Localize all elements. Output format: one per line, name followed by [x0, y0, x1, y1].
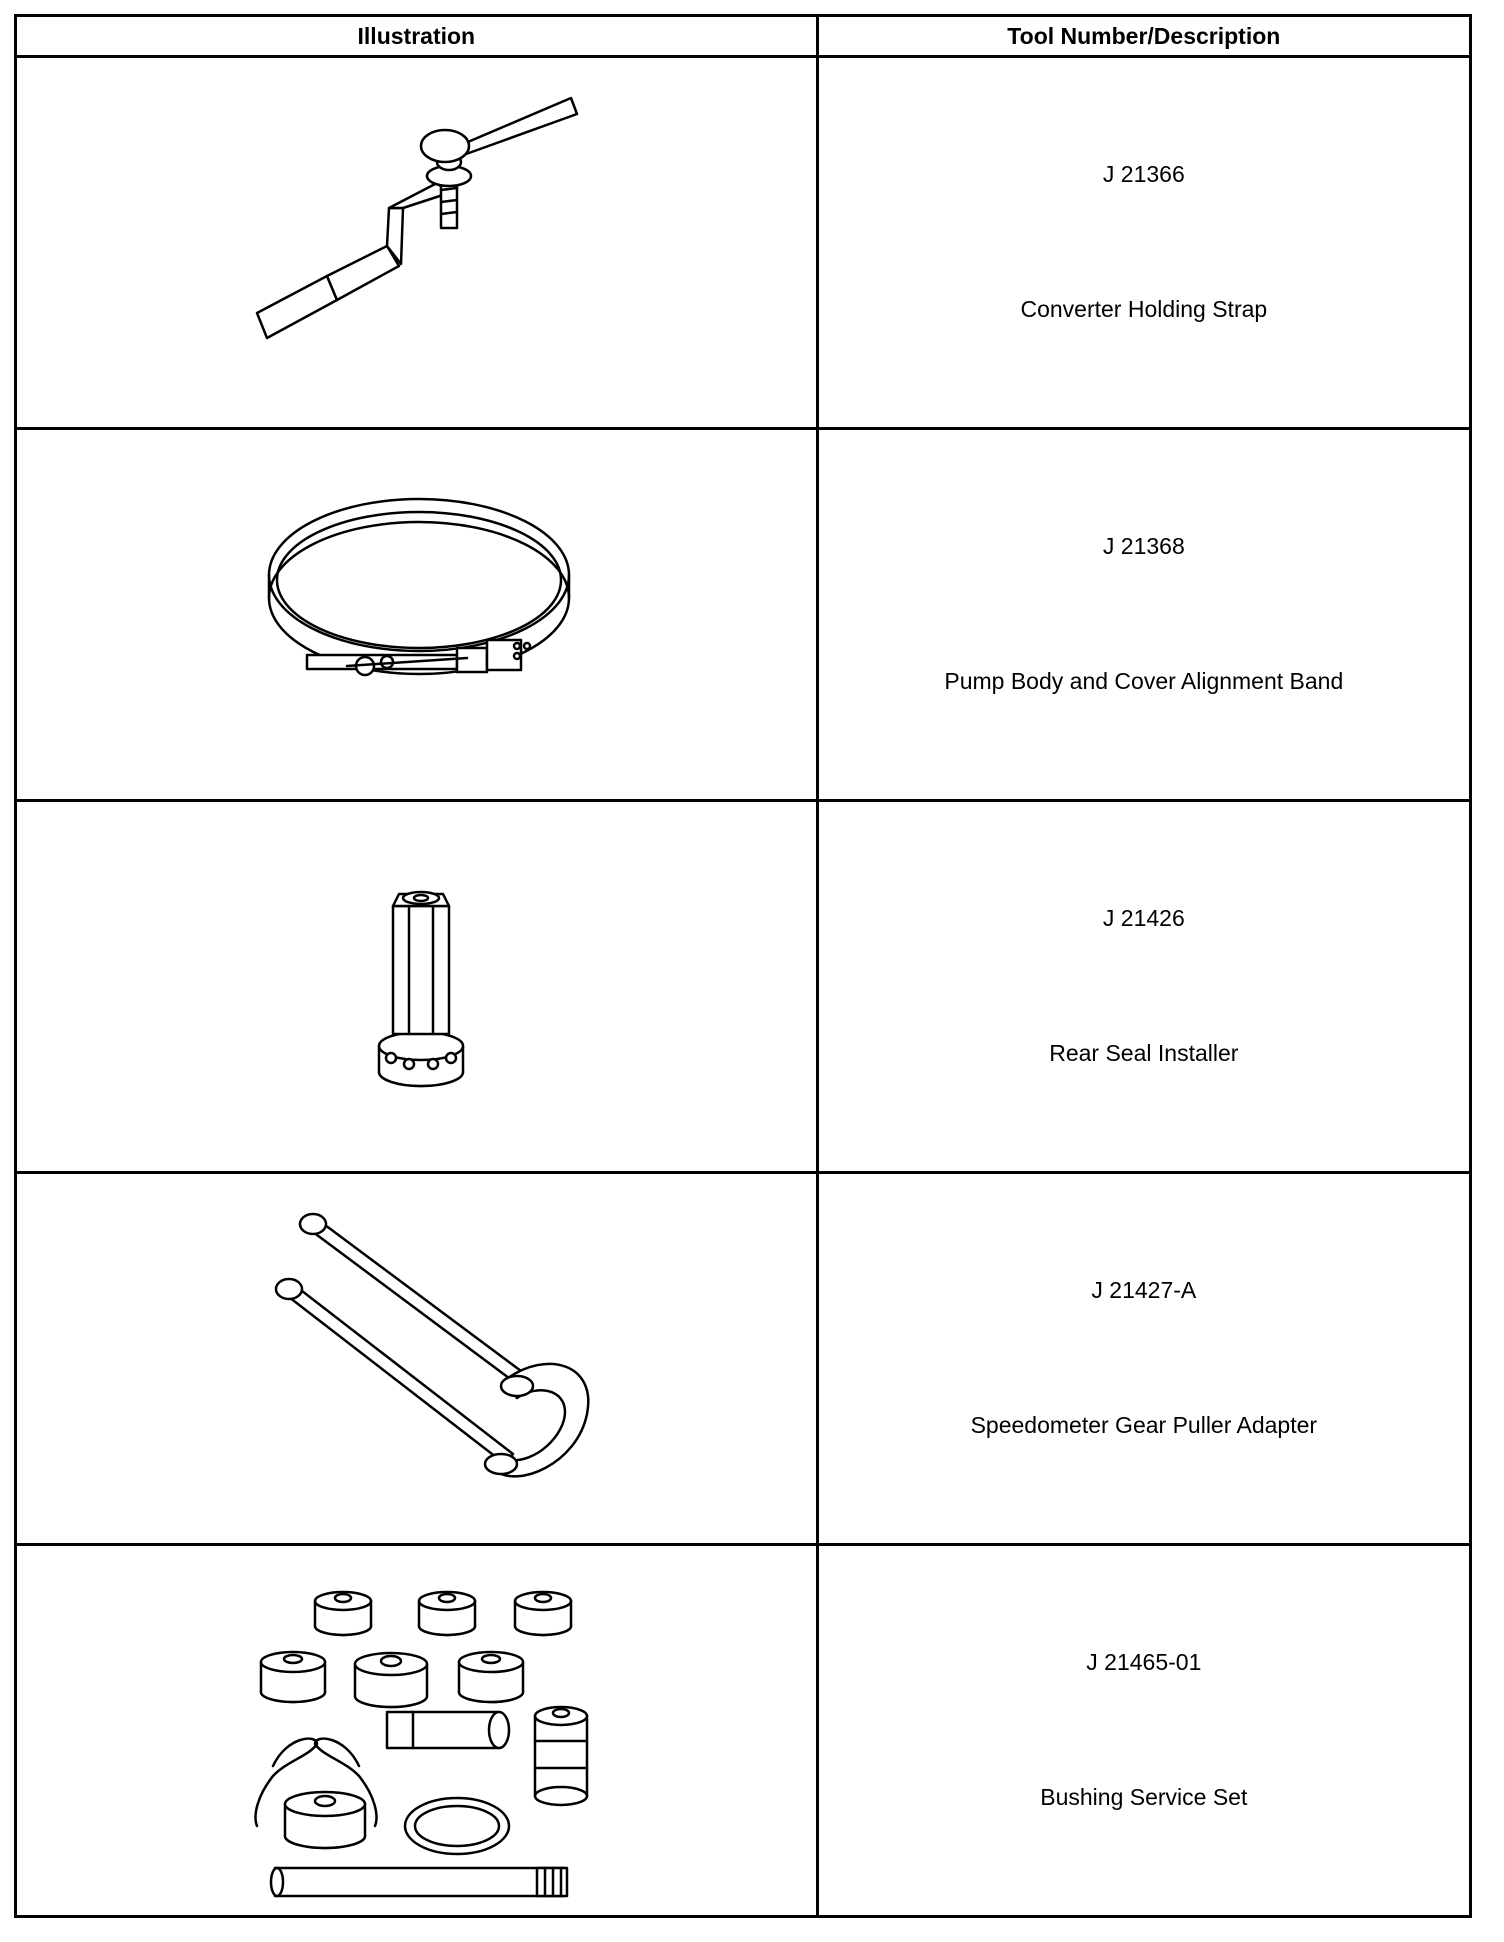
- tool-description: Bushing Service Set: [1040, 1784, 1248, 1810]
- tool-number: J 21427-A: [1091, 1277, 1197, 1303]
- illustration-cell: [16, 1173, 818, 1545]
- tool-description-cell: [817, 57, 1470, 429]
- table-row: [16, 57, 1471, 429]
- table-row: [16, 1173, 1471, 1545]
- tool-number: J 21465-01: [1086, 1649, 1202, 1675]
- header-tool-number-description: Tool Number/Description: [817, 16, 1470, 57]
- tool-description-cell: [817, 1545, 1470, 1917]
- table-row: [16, 429, 1471, 801]
- tool-number: J 21426: [1102, 905, 1185, 931]
- tool-number: J 21368: [1102, 533, 1185, 559]
- table-row: [16, 801, 1471, 1173]
- header-illustration: Illustration: [16, 16, 818, 57]
- tool-description-cell: [817, 429, 1470, 801]
- gear-puller-adapter-icon: [17, 1174, 817, 1543]
- bushing-service-set-icon: [17, 1546, 817, 1915]
- tool-description: Pump Body and Cover Alignment Band: [944, 668, 1344, 694]
- tool-description: Converter Holding Strap: [1020, 296, 1268, 322]
- alignment-band-icon: [17, 430, 817, 799]
- tool-description: Speedometer Gear Puller Adapter: [970, 1412, 1318, 1438]
- rear-seal-installer-icon: [17, 802, 817, 1171]
- illustration-cell: [16, 429, 818, 801]
- illustration-cell: [16, 801, 818, 1173]
- converter-holding-strap-icon: [17, 58, 817, 427]
- table-header-row: [16, 16, 1471, 57]
- illustration-cell: [16, 1545, 818, 1917]
- tool-number: J 21366: [1102, 161, 1185, 187]
- tool-description: Rear Seal Installer: [1049, 1040, 1239, 1066]
- tool-description-cell: [817, 1173, 1470, 1545]
- table-row: [16, 1545, 1471, 1917]
- special-tools-table: [14, 14, 1472, 1918]
- tool-description-cell: [817, 801, 1470, 1173]
- illustration-cell: [16, 57, 818, 429]
